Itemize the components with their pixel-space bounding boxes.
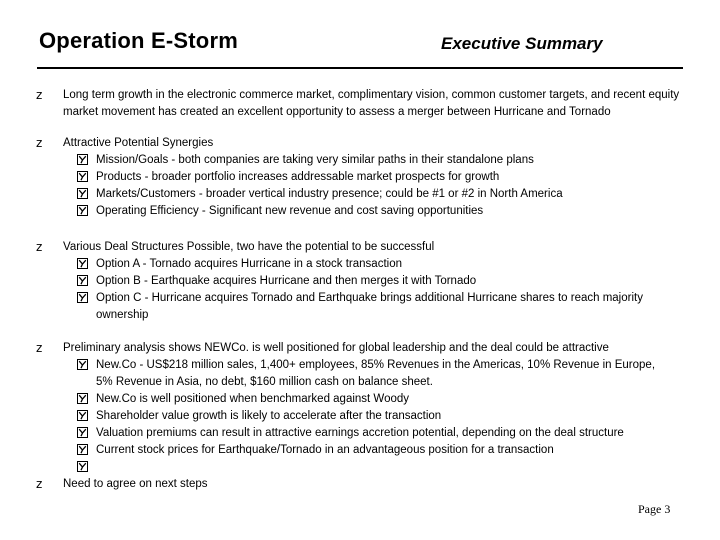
checkbox-icon [77,171,88,182]
bullet-icon: z [36,240,43,254]
section-text: Need to agree on next steps [63,478,208,490]
checkbox-icon [77,188,88,199]
sub-item-text: Shareholder value growth is likely to accelerate after the transaction [96,410,442,422]
section-text: Long term growth in the electronic commerce market, complimentary vision, common customer targets, and recent equity market movement has created an excellent opportunity to assess a merger between Hurricane and Tornado [63,89,680,118]
sub-item-text: Products - broader portfolio increases addressable market prospects for growth [96,171,500,183]
sub-item-text: Operating Efficiency - Significant new revenue and cost saving opportunities [96,205,484,217]
checkbox-icon [77,205,88,216]
bullet-icon: z [36,341,43,355]
summary-section [0,87,720,121]
checkbox-icon [77,359,88,370]
sub-item [77,408,672,425]
sub-item-text: Option C - Hurricane acquires Tornado and Earthquake brings additional Hurricane shares to reach majority ownership [96,292,643,321]
checkbox-icon [77,444,88,455]
checkbox-icon [77,393,88,404]
page-number: Page 3 [638,502,671,516]
summary-section [0,476,720,493]
sub-item-text: New.Co - US$218 million sales, 1,400+ employees, 85% Revenues in the Americas, 10% Revenue in Europe, 5% Revenue in Asia, no debt, $160 million cash on balance sheet. [96,359,656,388]
sub-item-text: Valuation premiums can result in attractive earnings accretion potential, depending on the deal structure [96,427,624,439]
sub-item [77,169,672,186]
checkbox-icon [77,410,88,421]
sub-item [77,290,672,324]
sub-item-text: Mission/Goals - both companies are taking very similar paths in their standalone plans [96,154,534,166]
checkbox-icon [77,258,88,269]
sub-item [77,203,672,220]
sub-item [77,273,672,290]
summary-section [0,135,720,220]
bullet-icon: z [36,136,43,150]
sub-item-text: Current stock prices for Earthquake/Tornado in an advantageous position for a transaction [96,444,554,456]
summary-section [0,239,720,324]
sub-item [77,442,672,459]
sub-item-text: Option B - Earthquake acquires Hurricane and then merges it with Tornado [96,275,477,287]
checkbox-icon [77,275,88,286]
title-divider [37,67,683,69]
bullet-icon: z [36,477,43,491]
checkbox-icon [77,461,88,472]
sub-item [77,152,672,169]
checkbox-icon [77,292,88,303]
sub-item-text: Markets/Customers - broader vertical industry presence; could be #1 or #2 in North America [96,188,563,200]
section-text: Attractive Potential Synergies [63,137,214,149]
sub-item-text: Option A - Tornado acquires Hurricane in a stock transaction [96,258,402,270]
checkbox-icon [77,427,88,438]
sub-item [77,256,672,273]
sub-item-text: New.Co is well positioned when benchmarked against Woody [96,393,410,405]
sub-item [77,357,672,391]
sub-item [77,391,672,408]
page-title: Operation E-Storm [39,28,238,53]
sub-item [77,425,672,442]
sub-item [77,186,672,203]
section-text: Various Deal Structures Possible, two have the potential to be successful [63,241,435,253]
page-subtitle: Executive Summary [441,34,603,53]
summary-section [0,340,720,459]
bullet-icon: z [36,88,43,102]
section-text: Preliminary analysis shows NEWCo. is well positioned for global leadership and the deal could be attractive [63,342,609,354]
checkbox-icon [77,154,88,165]
